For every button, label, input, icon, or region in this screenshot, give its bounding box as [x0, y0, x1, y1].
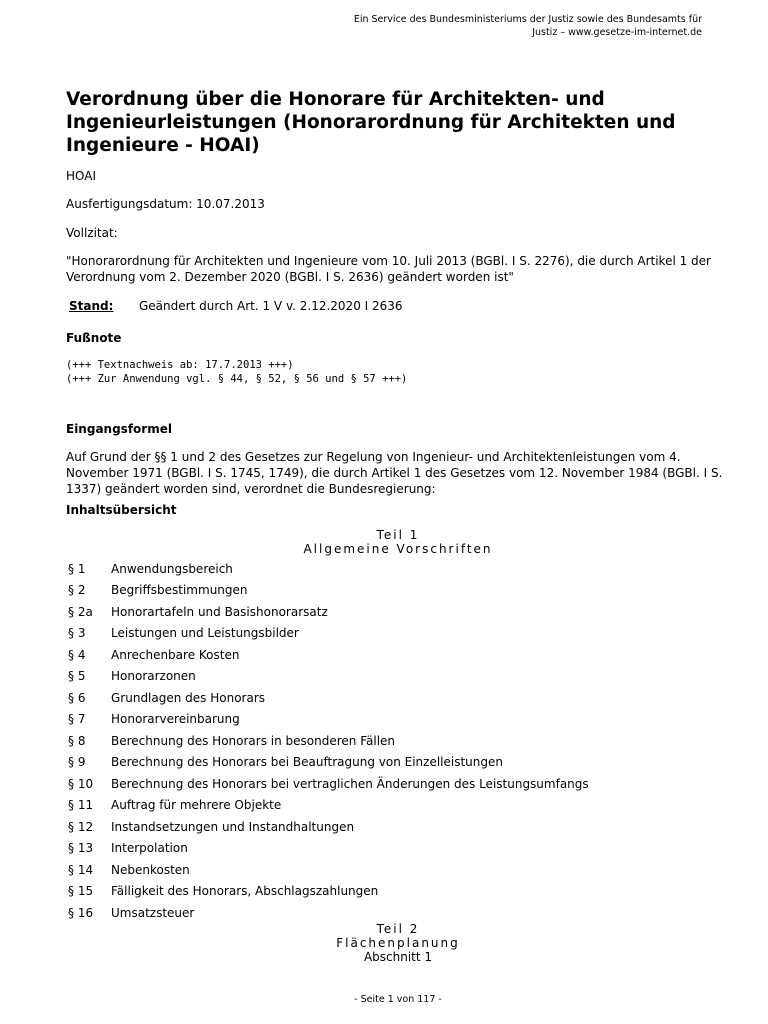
- toc-item[interactable]: [66, 580, 706, 602]
- toc-item[interactable]: [66, 730, 706, 752]
- page-number: - Seite 1 von 117 -: [354, 994, 442, 1005]
- toc-number: § 2a: [68, 604, 93, 619]
- vollzitat-text: "Honorarordnung für Architekten und Ingenieure vom 10. Juli 2013 (BGBl. I S. 2276), die durch Artikel 1 der Verordnung vom 2. Dezember 2020 (BGBl. I S. 2636) geändert worden ist": [66, 254, 711, 284]
- toc-item[interactable]: [66, 601, 706, 623]
- teil1-label: Teil 1: [376, 528, 420, 542]
- toc-title: Umsatzsteuer: [111, 905, 195, 920]
- teil2-label: Teil 2: [376, 922, 420, 936]
- document-title: Verordnung über die Honorare für Architekten- und Ingenieurleistungen (Honorarordnung für Architekten und Ingenieure - HOAI): [66, 89, 676, 156]
- service-header-line1: Ein Service des Bundesministeriums der Justiz sowie des Bundesamts für: [353, 14, 702, 25]
- toc-number: § 10: [68, 776, 94, 791]
- toc-item[interactable]: [66, 558, 706, 580]
- toc-title: Leistungen und Leistungsbilder: [111, 626, 299, 641]
- fussnote-text: (+++ Textnachweis ab: 17.7.2013 +++) (+++ Zur Anwendung vgl. § 44, § 52, § 56 und § 57 +++): [66, 359, 408, 385]
- toc-number: § 9: [68, 755, 86, 770]
- toc-item[interactable]: [66, 838, 706, 860]
- toc-title: Interpolation: [111, 841, 188, 856]
- toc-item[interactable]: [66, 795, 706, 817]
- toc-title: Anwendungsbereich: [111, 561, 233, 576]
- toc-title: Honorartafeln und Basishonorarsatz: [111, 604, 328, 619]
- toc-number: § 11: [68, 798, 94, 813]
- abbreviation: HOAI: [66, 169, 97, 183]
- toc-list: [66, 558, 706, 924]
- toc-title: Berechnung des Honorars in besonderen Fällen: [111, 733, 396, 748]
- toc-number: § 2: [68, 583, 86, 598]
- ausfertigungsdatum: Ausfertigungsdatum: 10.07.2013: [66, 197, 265, 211]
- inhaltsuebersicht-heading: Inhaltsübersicht: [66, 503, 177, 517]
- toc-item[interactable]: [66, 644, 706, 666]
- stand-label: Stand:: [69, 299, 114, 313]
- abschnitt1-label: Abschnitt 1: [363, 950, 433, 964]
- toc-title: Grundlagen des Honorars: [111, 690, 266, 705]
- toc-item[interactable]: [66, 816, 706, 838]
- toc-title: Instandsetzungen und Instandhaltungen: [111, 819, 355, 834]
- toc-item[interactable]: [66, 773, 706, 795]
- service-header-line2: Justiz – www.gesetze-im-internet.de: [532, 27, 702, 38]
- toc-title: Begriffsbestimmungen: [111, 583, 248, 598]
- toc-number: § 6: [68, 690, 86, 705]
- toc-item[interactable]: [66, 859, 706, 881]
- toc-number: § 15: [68, 884, 94, 899]
- stand-text: Geändert durch Art. 1 V v. 2.12.2020 I 2636: [139, 299, 403, 313]
- toc-number: § 14: [68, 862, 94, 877]
- toc-number: § 3: [68, 626, 86, 641]
- toc-item[interactable]: [66, 881, 706, 903]
- teil2-title: Flächenplanung: [336, 936, 460, 950]
- toc-item[interactable]: [66, 687, 706, 709]
- toc-item[interactable]: [66, 623, 706, 645]
- toc-item[interactable]: [66, 666, 706, 688]
- toc-number: § 8: [68, 733, 86, 748]
- stand-row: [66, 298, 403, 314]
- teil1-title: Allgemeine Vorschriften: [303, 542, 493, 556]
- toc-title: Honorarvereinbarung: [111, 712, 240, 727]
- toc-title: Fälligkeit des Honorars, Abschlagszahlungen: [111, 884, 379, 899]
- toc-number: § 7: [68, 712, 86, 727]
- toc-title: Anrechenbare Kosten: [111, 647, 240, 662]
- toc-number: § 16: [68, 905, 94, 920]
- toc-title: Auftrag für mehrere Objekte: [111, 798, 282, 813]
- toc-item[interactable]: [66, 902, 706, 924]
- toc-number: § 13: [68, 841, 94, 856]
- toc-title: Honorarzonen: [111, 669, 196, 684]
- eingangsformel-text: Auf Grund der §§ 1 und 2 des Gesetzes zur Regelung von Ingenieur- und Architektenleistungen vom 4. November 1971 (BGBl. I S. 1745, 1749), die durch Artikel 1 des Gesetzes vom 12. November 1984 (BGBl. I S. 1337) geändert worden sind, verordnet die Bundesregierung:: [66, 450, 723, 496]
- vollzitat-label: Vollzitat:: [66, 226, 118, 240]
- toc-title: Berechnung des Honorars bei Beauftragung von Einzelleistungen: [111, 755, 503, 770]
- toc-item[interactable]: [66, 709, 706, 731]
- service-header: [322, 13, 702, 39]
- toc-item[interactable]: [66, 752, 706, 774]
- toc-number: § 4: [68, 647, 86, 662]
- toc-title: Nebenkosten: [111, 862, 190, 877]
- eingangsformel-heading: Eingangsformel: [66, 422, 172, 436]
- fussnote-heading: Fußnote: [66, 331, 122, 345]
- toc-number: § 12: [68, 819, 94, 834]
- toc-number: § 5: [68, 669, 86, 684]
- toc-title: Berechnung des Honorars bei vertraglichen Änderungen des Leistungsumfangs: [111, 776, 589, 791]
- toc-number: § 1: [68, 561, 86, 576]
